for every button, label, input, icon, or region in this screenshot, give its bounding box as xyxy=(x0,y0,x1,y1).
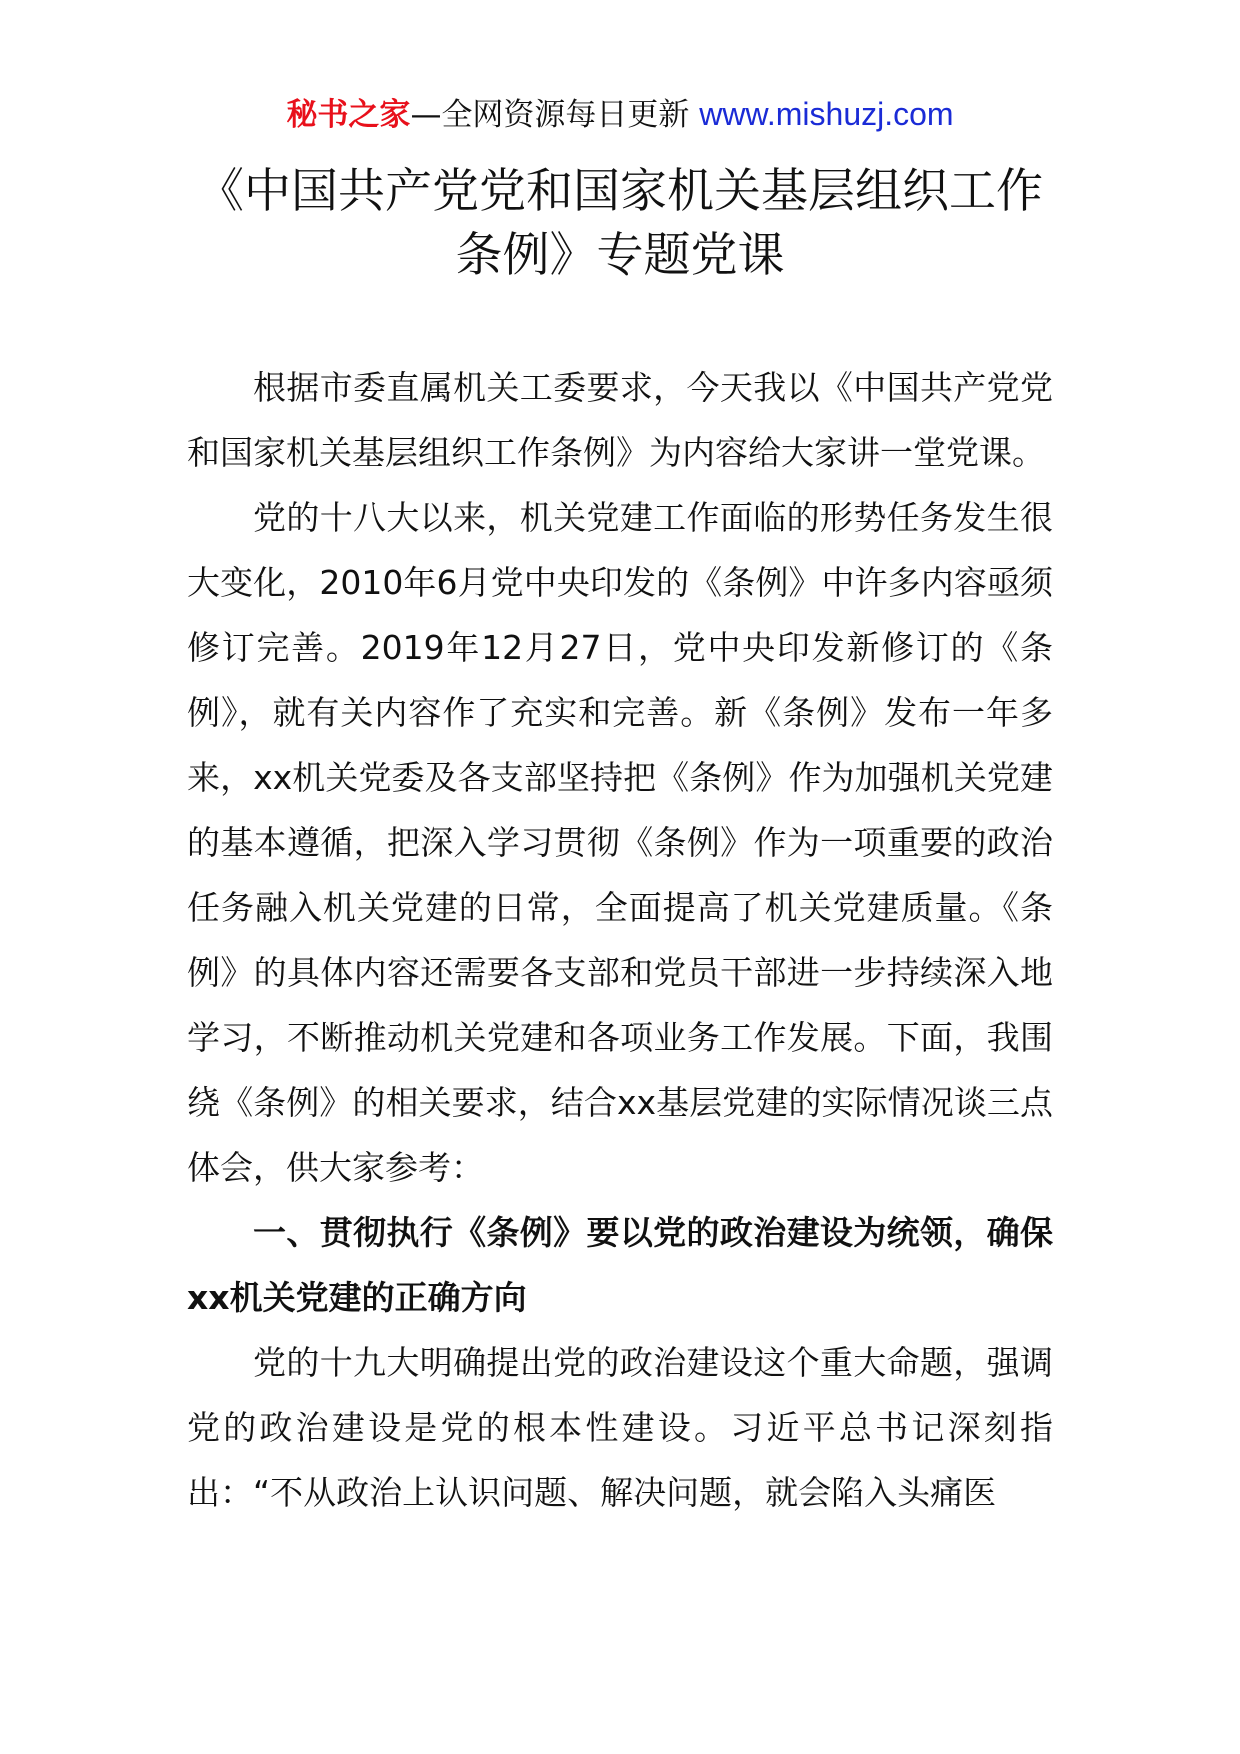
section-heading-1: 一、贯彻执行《条例》要以党的政治建设为统领，确保xx机关党建的正确方向 xyxy=(187,1213,1053,1317)
document-body xyxy=(187,355,1053,1525)
header-slogan: —全网资源每日更新 xyxy=(410,97,700,133)
document-title: 《中国共产党党和国家机关基层组织工作条例》专题党课 xyxy=(197,164,1043,283)
paragraph-section-1: 党的十九大明确提出党的政治建设这个重大命题，强调党的政治建设是党的根本性建设。习近平总书记深刻指出：“不从政治上认识问题、解决问题，就会陷入头痛医 xyxy=(187,1343,1053,1512)
paragraph-intro: 根据市委直属机关工委要求，今天我以《中国共产党党和国家机关基层组织工作条例》为内容给大家讲一堂党课。 xyxy=(187,368,1053,472)
paragraph-background: 党的十八大以来，机关党建工作面临的形势任务发生很大变化，2010年6月党中央印发的《条例》中许多内容亟须修订完善。2019年12月27日，党中央印发新修订的《条例》，就有关内容作了充实和完善。新《条例》发布一年多来，xx机关党委及各支部坚持把《条例》作为加强机关党建的基本遵循，把深入学习贯彻《条例》作为一项重要的政治任务融入机关党建的日常，全面提高了机关党建质量。《条例》的具体内容还需要各支部和党员干部进一步持续深入地学习，不断推动机关党建和各项业务工作发展。下面，我围绕《条例》的相关要求，结合xx基层党建的实际情况谈三点体会，供大家参考： xyxy=(187,498,1053,1187)
site-url-link[interactable]: www.mishuzj.com xyxy=(699,96,954,132)
brand-name: 秘书之家 xyxy=(286,97,411,133)
site-header xyxy=(0,92,1240,137)
